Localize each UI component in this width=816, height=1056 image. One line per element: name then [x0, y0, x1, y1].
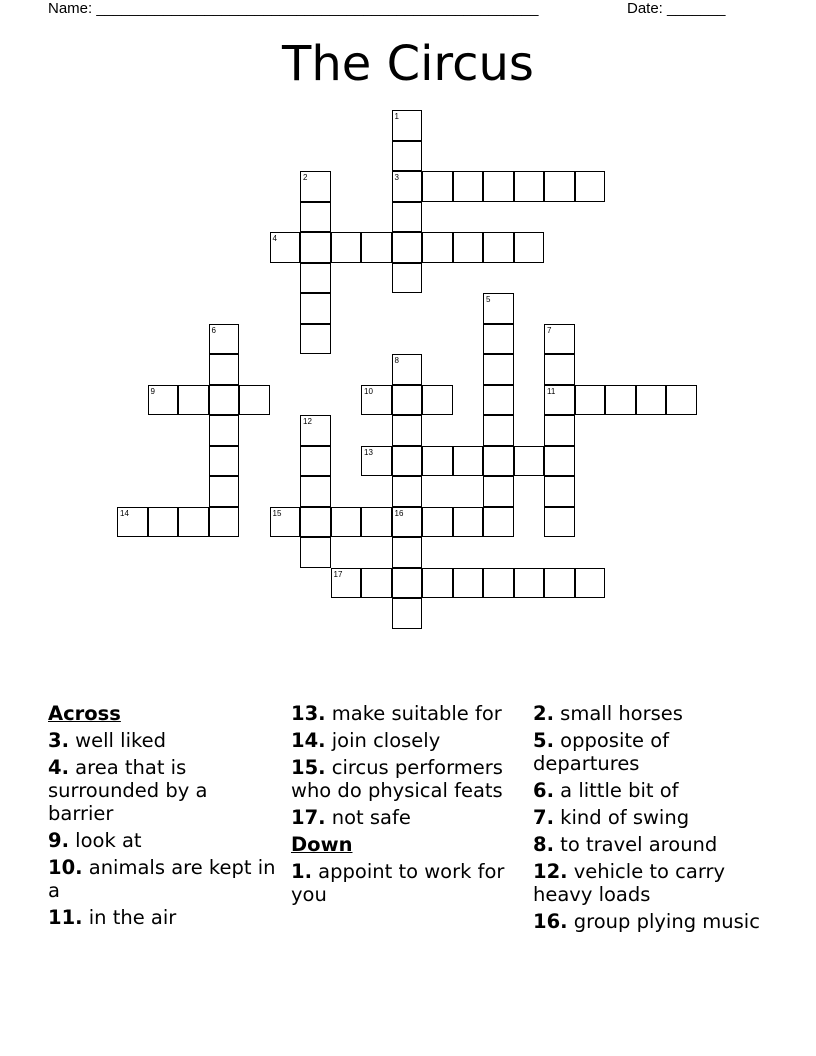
grid-cell[interactable] [514, 446, 545, 477]
clue-item-text: make suitable for [325, 702, 502, 725]
grid-cell[interactable] [148, 507, 179, 538]
grid-cell[interactable] [483, 415, 514, 446]
grid-cell[interactable] [483, 324, 514, 355]
grid-cell[interactable] [544, 415, 575, 446]
clue-number: 10 [364, 386, 373, 396]
grid-cell[interactable] [453, 232, 484, 263]
clue-item-text: vehicle to carry heavy loads [533, 860, 726, 906]
grid-cell[interactable] [270, 232, 301, 263]
grid-cell[interactable] [392, 568, 423, 599]
clue-item-text: not safe [325, 806, 411, 829]
clue-item-text: a little bit of [553, 779, 679, 802]
grid-cell[interactable] [453, 446, 484, 477]
grid-cell[interactable] [300, 263, 331, 294]
clue-item-text: opposite of departures [533, 729, 670, 775]
grid-cell[interactable] [392, 110, 423, 141]
clue-item-number: 11. [48, 906, 83, 929]
clue-item [291, 729, 506, 752]
clue-item-number: 12. [533, 860, 568, 883]
grid-cell[interactable] [392, 354, 423, 385]
grid-cell[interactable] [483, 507, 514, 538]
grid-cell[interactable] [361, 568, 392, 599]
name-field-label: Name: _____________________________________________________ [48, 0, 539, 17]
grid-cell[interactable] [392, 598, 423, 629]
clue-number: 2 [303, 173, 308, 182]
clue-item-text: small horses [553, 702, 683, 725]
clue-item [533, 910, 763, 933]
grid-cell[interactable] [483, 171, 514, 202]
clue-number: 1 [394, 112, 399, 121]
grid-cell[interactable] [544, 507, 575, 538]
grid-cell[interactable] [575, 171, 606, 202]
down-clue-list [291, 860, 506, 906]
clue-item [533, 806, 763, 829]
grid-cell[interactable] [300, 232, 331, 263]
clue-number: 6 [211, 325, 216, 335]
grid-cell[interactable] [544, 324, 575, 355]
grid-cell[interactable] [636, 385, 667, 416]
across-clue-list-continued [291, 702, 506, 829]
clues-column-3 [533, 702, 763, 937]
grid-cell[interactable] [544, 568, 575, 599]
grid-cell[interactable] [300, 202, 331, 233]
clue-item [533, 779, 763, 802]
clue-number: 4 [272, 234, 277, 243]
grid-cell[interactable] [483, 354, 514, 385]
grid-cell[interactable] [453, 171, 484, 202]
grid-cell[interactable] [270, 507, 301, 538]
clue-item [291, 702, 506, 725]
clue-number: 15 [272, 508, 282, 518]
grid-cell[interactable] [605, 385, 636, 416]
grid-cell[interactable] [392, 446, 423, 477]
across-clue-list [48, 729, 278, 929]
grid-cell[interactable] [422, 171, 453, 202]
clue-item [48, 829, 278, 852]
clue-number: 13 [364, 447, 373, 457]
clue-item-number: 10. [48, 856, 83, 879]
clue-item-number: 16. [533, 910, 568, 933]
grid-cell[interactable] [331, 232, 362, 263]
grid-cell[interactable] [209, 507, 240, 538]
grid-cell[interactable] [453, 507, 484, 538]
page-title: The Circus [282, 36, 534, 92]
grid-cell[interactable] [392, 263, 423, 294]
grid-cell[interactable] [300, 171, 331, 202]
grid-cell[interactable] [300, 293, 331, 324]
grid-cell[interactable] [575, 568, 606, 599]
grid-cell[interactable] [422, 446, 453, 477]
clue-item [533, 729, 763, 775]
grid-cell[interactable] [575, 385, 606, 416]
clue-item [291, 806, 506, 829]
grid-cell[interactable] [392, 171, 423, 202]
grid-cell[interactable] [483, 568, 514, 599]
clue-number: 17 [333, 569, 343, 579]
grid-cell[interactable] [422, 568, 453, 599]
grid-cell[interactable] [300, 507, 331, 538]
grid-cell[interactable] [483, 476, 514, 507]
clue-item-number: 13. [291, 702, 326, 725]
clue-number: 12 [303, 417, 312, 426]
grid-cell[interactable] [178, 385, 209, 416]
grid-cell[interactable] [544, 171, 575, 202]
grid-cell[interactable] [544, 476, 575, 507]
grid-cell[interactable] [483, 446, 514, 477]
clue-number: 5 [486, 295, 491, 304]
clue-item-number: 6. [533, 779, 554, 802]
grid-cell[interactable] [209, 385, 240, 416]
grid-cell[interactable] [209, 324, 240, 355]
grid-cell[interactable] [178, 507, 209, 538]
clue-item-number: 5. [533, 729, 554, 752]
clue-item-text: to travel around [553, 833, 718, 856]
grid-cell[interactable] [117, 507, 148, 538]
grid-cell[interactable] [361, 385, 392, 416]
clue-number: 14 [120, 508, 129, 518]
clue-item [48, 729, 278, 752]
clue-item-text: appoint to work for you [291, 860, 505, 906]
clue-item [533, 833, 763, 856]
clue-item-text: look at [68, 829, 142, 852]
clue-item [48, 906, 278, 929]
clue-item-number: 17. [291, 806, 326, 829]
clue-item-text: kind of swing [553, 806, 690, 829]
clue-item-number: 15. [291, 756, 326, 779]
grid-cell[interactable] [392, 507, 423, 538]
grid-cell[interactable] [392, 232, 423, 263]
grid-cell[interactable] [483, 293, 514, 324]
grid-cell[interactable] [331, 507, 362, 538]
clue-number: 16 [394, 508, 404, 518]
grid-cell[interactable] [300, 415, 331, 446]
grid-cell[interactable] [483, 385, 514, 416]
grid-cell[interactable] [392, 476, 423, 507]
clue-item-number: 7. [533, 806, 554, 829]
clue-item-text: animals are kept in a [48, 856, 276, 902]
grid-cell[interactable] [666, 385, 697, 416]
date-field-label: Date: _______ [627, 0, 726, 17]
grid-cell[interactable] [544, 446, 575, 477]
clue-number: 8 [394, 356, 399, 365]
clue-item [291, 860, 506, 906]
clue-number: 11 [547, 386, 556, 396]
clue-item-text: well liked [68, 729, 166, 752]
grid-cell[interactable] [453, 568, 484, 599]
clue-number: 7 [547, 325, 552, 335]
grid-cell[interactable] [392, 141, 423, 172]
clue-item-text: group plying music [567, 910, 760, 933]
clue-item-number: 1. [291, 860, 312, 883]
clue-item-number: 3. [48, 729, 69, 752]
grid-cell[interactable] [544, 385, 575, 416]
clue-number: 3 [394, 173, 399, 182]
clue-item-number: 9. [48, 829, 69, 852]
clue-item-number: 4. [48, 756, 69, 779]
clue-item-number: 2. [533, 702, 554, 725]
clue-item [533, 860, 763, 906]
grid-cell[interactable] [514, 568, 545, 599]
clue-item [291, 756, 506, 802]
grid-cell[interactable] [514, 232, 545, 263]
grid-cell[interactable] [392, 415, 423, 446]
clues-column-1 [48, 702, 278, 933]
clue-item-text: circus performers who do physical feats [291, 756, 503, 802]
clue-item [48, 856, 278, 902]
clue-item-text: area that is surrounded by a barrier [48, 756, 208, 825]
grid-cell[interactable] [483, 232, 514, 263]
grid-cell[interactable] [392, 202, 423, 233]
grid-cell[interactable] [361, 507, 392, 538]
across-heading: Across [48, 702, 121, 725]
grid-cell[interactable] [331, 568, 362, 599]
grid-cell[interactable] [300, 446, 331, 477]
clue-item-number: 8. [533, 833, 554, 856]
grid-cell[interactable] [209, 446, 240, 477]
grid-cell[interactable] [422, 385, 453, 416]
grid-cell[interactable] [361, 232, 392, 263]
grid-cell[interactable] [544, 354, 575, 385]
grid-cell[interactable] [300, 476, 331, 507]
clue-item-text: in the air [82, 906, 177, 929]
grid-cell[interactable] [300, 537, 331, 568]
grid-cell[interactable] [209, 415, 240, 446]
clue-item-text: join closely [325, 729, 441, 752]
grid-cell[interactable] [422, 507, 453, 538]
grid-cell[interactable] [300, 324, 331, 355]
grid-cell[interactable] [392, 537, 423, 568]
clue-number: 9 [150, 386, 155, 396]
down-clue-list-continued [533, 702, 763, 933]
clue-item [48, 756, 278, 825]
clues-column-2 [291, 702, 506, 910]
grid-cell[interactable] [209, 354, 240, 385]
grid-cell[interactable] [422, 232, 453, 263]
grid-cell[interactable] [361, 446, 392, 477]
grid-cell[interactable] [514, 171, 545, 202]
down-heading: Down [291, 833, 353, 856]
clue-item-number: 14. [291, 729, 326, 752]
grid-cell[interactable] [148, 385, 179, 416]
clue-item [533, 702, 763, 725]
grid-cell[interactable] [392, 385, 423, 416]
grid-cell[interactable] [209, 476, 240, 507]
grid-cell[interactable] [239, 385, 270, 416]
